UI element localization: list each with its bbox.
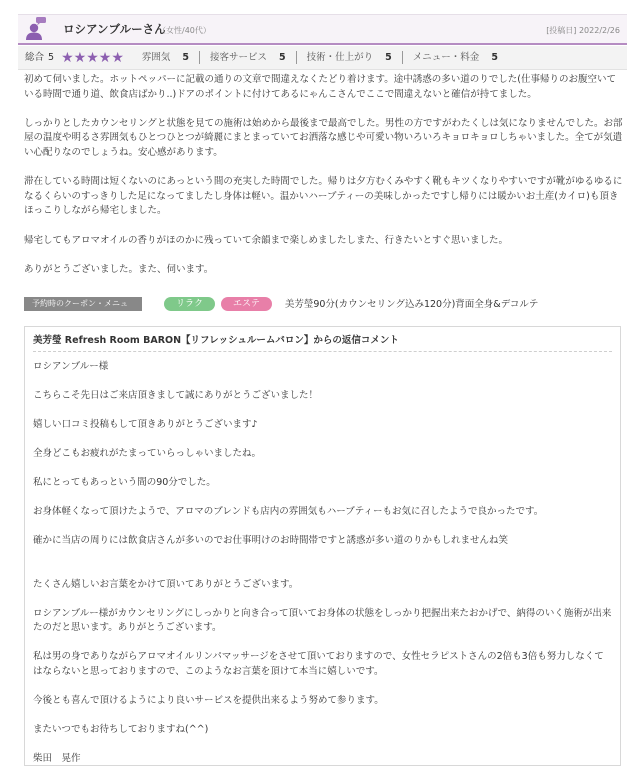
rating-label: 接客サービス	[210, 52, 268, 63]
rating-value: 5	[279, 52, 286, 63]
reply-paragraph: お身体軽くなって頂けたようで、アロマのブレンドも店内の雰囲気もハーブティーもお気に召したようで良かったです。	[33, 506, 544, 517]
review-paragraph: 帰宅してもアロマオイルの香りがほのかに残っていて余韻まで楽しめましたしまた、行きたいとすぐ思いました。	[24, 234, 509, 246]
review-paragraph: 滞在している時間は短くないのにあっという間の充実した時間でした。帰りは夕方むくみやすく靴もキツくなりやすいですが靴がゆるゆるになるくらいのすっきりした足になってましたし身体は軽い。温かいハーブティーの美味しかったですし帰りには暖かいお土産(カイロ)も頂きほっこりしながら帰宅しました。	[24, 176, 623, 217]
rating-divider	[199, 51, 200, 64]
review-body	[24, 73, 624, 292]
total-rating-label: 総合	[25, 52, 45, 63]
reply-paragraph: またいつでもお待ちしておりますね(^^)	[33, 723, 209, 735]
rating-value: 5	[182, 52, 190, 63]
reply-paragraph: たくさん嬉しいお言葉をかけて頂いてありがとうございます。	[33, 578, 299, 590]
rating-menu-price	[413, 50, 498, 65]
star-icon: ★	[98, 49, 112, 66]
rating-label: 技術・仕上がり	[306, 52, 374, 63]
star-icon: ★	[73, 49, 87, 66]
reply-paragraph: 嬉しい口コミ投稿もして頂きありがとうございます♪	[33, 419, 258, 430]
rating-label: メニュー・料金	[412, 52, 480, 63]
review-header	[18, 14, 627, 45]
star-icon: ★	[61, 49, 74, 66]
coupon-menu-name[interactable]: 美芳瑩90分(カウンセリング込み120分)背面全身&デコルテ	[284, 298, 539, 310]
reply-paragraph: 全身どこもお疲れがたまっていらっしゃいましたね。	[33, 448, 262, 459]
star-rating	[61, 51, 124, 65]
rating-value: 5	[385, 52, 392, 63]
tag-relax[interactable]: リラク	[164, 297, 215, 311]
user-avatar-icon	[25, 17, 47, 41]
rating-divider	[296, 51, 297, 64]
review-paragraph: 初めて伺いました。ホットペッパーに記載の通りの文章で間違えなくたどり着けます。途中誘惑の多い道のりでした(仕事帰りのお腹空いている時間で通り道、飲食店ばかり..)ドアのポイントに付けてあるにゃんこさんでここで間違えないと確信が持てました。	[24, 74, 616, 100]
reply-paragraph: ロシアンブルー様	[33, 361, 109, 372]
reply-title: 美芳瑩 Refresh Room BARON【リフレッシュルームバロン】からの返信コメント	[33, 335, 399, 346]
review-paragraph: しっかりとしたカウンセリングと状態を見ての施術は始めから最後まで最高でした。男性の方ですがわたくしは気になりませんでした。お部屋の温度や明るさ雰囲気もひとつひとつが綺麗にまとまっていてお洒落な感じや可愛い物いろいろキョロキョロしちゃいました。全てが気遣い心配りなのでしょうね。安心感があります。	[24, 117, 623, 158]
reply-paragraph: こちらこそ先日はご来店頂きまして誠にありがとうございました！	[33, 390, 319, 401]
reply-divider	[33, 351, 612, 352]
coupon-row	[24, 295, 624, 322]
total-rating-value: 5	[48, 52, 55, 63]
star-icon: ★	[86, 49, 99, 66]
rating-atmosphere	[142, 50, 189, 65]
reply-spacer	[33, 563, 613, 578]
rating-value: 5	[491, 52, 498, 63]
reply-paragraph: 私は男の身でありながらアロマオイルリンパマッサージをさせて頂いておりますので、女性セラピストさんの2倍も3倍も努力しなくてはならないと思っておりますので、このようなお言葉を頂けて本当に嬉しいです。	[33, 651, 604, 677]
rating-label: 雰囲気	[141, 52, 171, 63]
star-icon: ★	[111, 49, 124, 66]
reply-body	[33, 360, 613, 781]
rating-divider	[402, 51, 403, 64]
reply-paragraph: ロシアンブルー様がカウンセリングにしっかりと向き合って頂いてお身体の状態をしっかり把握出来たおかげで、納得のいく施術が出来たのだと思います。ありがとうございます。	[33, 607, 612, 633]
rating-bar	[18, 46, 627, 70]
reply-paragraph: 私にとってもあっという間の90分でした。	[33, 477, 216, 488]
reply-paragraph: 確かに当店の周りには飲食店さんが多いのでお仕事明けのお時間帯ですと誘惑が多い道のりかもしれませんね笑	[33, 535, 509, 546]
salon-reply	[24, 326, 621, 766]
post-date: [投稿日] 2022/2/26	[546, 26, 620, 35]
reviewer-name: ロシアンブルーさん	[63, 22, 166, 36]
reply-paragraph: 今後とも喜んで頂けるようにより良いサービスを提供出来るよう努めて参ります。	[33, 694, 384, 706]
review-paragraph: ありがとうございました。また、伺います。	[24, 263, 214, 275]
coupon-label: 予約時のクーポン・メニュー	[24, 297, 142, 311]
reviewer-meta: （女性/40代）	[158, 26, 211, 35]
rating-service	[210, 50, 286, 65]
reply-signature: 柴田 晃作	[33, 752, 81, 764]
rating-technique	[307, 50, 392, 65]
tag-esthetic[interactable]: エステ	[221, 297, 272, 311]
